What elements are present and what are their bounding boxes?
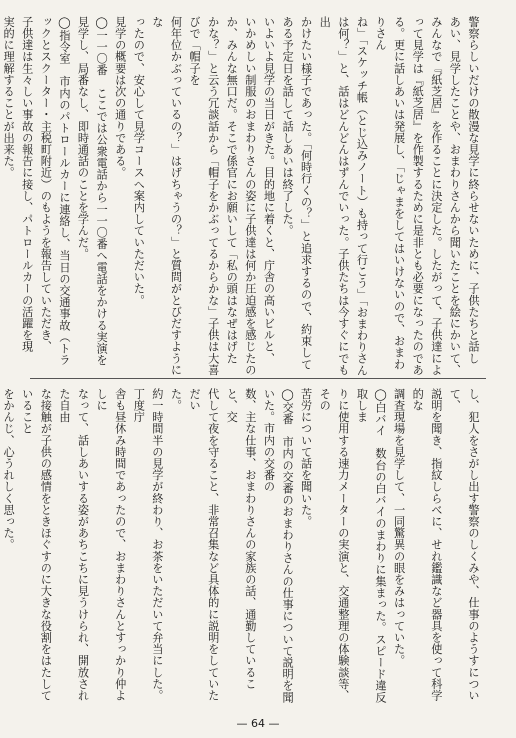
lower-text-line: 数、主な仕事、おまわりさんの家族の話、通勤していること、交 bbox=[225, 388, 257, 690]
upper-text-line: ◯一一〇番 ここでは公衆電話から一一〇番へ電話をかける実演を bbox=[95, 16, 109, 366]
lower-text-line: 調査現場を見学して、一同驚異の眼をみはっていた。 bbox=[392, 388, 406, 667]
upper-text-line: 見学の概要は次の通りである。 bbox=[113, 16, 127, 179]
lower-text-line: をかんじ、心うれしく思った。 bbox=[2, 388, 16, 551]
page-number: — 64 — bbox=[236, 717, 280, 730]
lower-text-line: ◯白バイ 数台の白バイのまわりに集まった。スピード違反取しま bbox=[355, 388, 388, 703]
lower-text-line: た。 bbox=[169, 388, 183, 412]
lower-text-line: し、犯人をさがし出す警察のしくみや、仕事のようすについて、 bbox=[448, 388, 480, 702]
upper-text-line: みんなで『紙芝居』を作ることに決定した。したがって、子供達によ bbox=[429, 16, 443, 376]
lower-text-line: 舎も昼休み時間であったので、おまわりさんとすっかり仲よしに bbox=[95, 388, 127, 702]
lower-text-block bbox=[2, 388, 482, 708]
lower-text-line: ◯交番 市内の交番のおまわりさんの仕事について説明を聞いた。市内の交番の bbox=[262, 388, 295, 703]
upper-text-block bbox=[2, 16, 482, 376]
upper-text-line: 子供達は生々しい事故の報告に接し、パトロールカーの活躍を現 bbox=[20, 16, 34, 353]
upper-text-line: ね」「スケッチ帳（とじ込みノート）も持って行こう」「おまわりさん bbox=[355, 16, 369, 376]
lower-text-line: 苦労について話を聞いた。 bbox=[299, 388, 313, 528]
upper-text-line: ある予定日を話して話しあいは終了した。 bbox=[281, 16, 295, 237]
upper-text-line: 警察らしいだけの散漫な見学に終らせないために、子供たちと話し bbox=[467, 16, 480, 364]
upper-text-line: る。更に話しあいは発展し、「じゃまをしてはいけないので、おまわりさん bbox=[374, 16, 406, 370]
upper-text-line: ◯指令室 市内のパトロールカーに連絡し、当日の交通事故（トラ bbox=[57, 16, 71, 366]
lower-text-line: 代して夜を守ること、非常召集など具体的に説明をしていただい bbox=[188, 388, 220, 702]
upper-text-line: あい、見学したことや、おまわりさんから聞いたことを絵にかいて、 bbox=[448, 16, 462, 376]
upper-text-line: は何？」と、話はどんどんはずんでいった。子供たちは今すぐにでも出 bbox=[318, 16, 350, 376]
upper-text-line: か、みんな無口だ。そこで係官にお願いして「私の頭はなぜはげた bbox=[225, 16, 239, 364]
lower-text-line: なって、話しあいする姿があちこちに見うけられ、開放された自由 bbox=[57, 388, 90, 702]
upper-text-line: 実的に理解することが出来た。 bbox=[2, 16, 16, 179]
lower-text-line: 説明を聞き、指紋しらべに、せれ鑑識など器具を使って科学的な bbox=[411, 388, 443, 702]
upper-text-line: 何年位かぶっているの？」はげちゃうの？」と質問がとびだすようにな bbox=[150, 16, 183, 376]
upper-text-line: 見学し、局番なし、即時通話のことを学んだ。 bbox=[76, 16, 90, 260]
upper-text-line: かな？」と云う冗談話から「帽子をかぶってるからかな」子供は大喜びで「帽子を bbox=[188, 16, 220, 376]
upper-text-line: いかめしい制服のおまわりさんの姿に子供達は何か圧迫感を感じたの bbox=[243, 16, 257, 376]
upper-text-line: いよいよ見学の当日がきた。目的地に着くと、庁舎の高いビルと、 bbox=[262, 16, 276, 364]
upper-text-line: って見学は『紙芝居』を作製するために是非とも必要になったのであ bbox=[411, 16, 425, 376]
lower-text-line: 約一時間半の見学が終わり、お茶をいただいて弁当にした。丁度庁 bbox=[132, 388, 164, 702]
upper-text-line: ったので、安心して見学コースへ案内していただいた。 bbox=[132, 16, 146, 306]
section-divider bbox=[30, 378, 486, 379]
upper-text-line: かけたい様子であった。「何時行くの？」と追求するので、約束して bbox=[299, 16, 313, 370]
lower-text-line: な接触が子供の感情をときほぐすのに大きな役割をはたしていること bbox=[20, 388, 53, 702]
upper-text-line: ックとスクーター・主税町附近）のもようを報告していただき、 bbox=[39, 16, 53, 353]
lower-text-line: りに使用する速力メーターの実演と、交通整理の体験談等、その bbox=[318, 388, 350, 702]
